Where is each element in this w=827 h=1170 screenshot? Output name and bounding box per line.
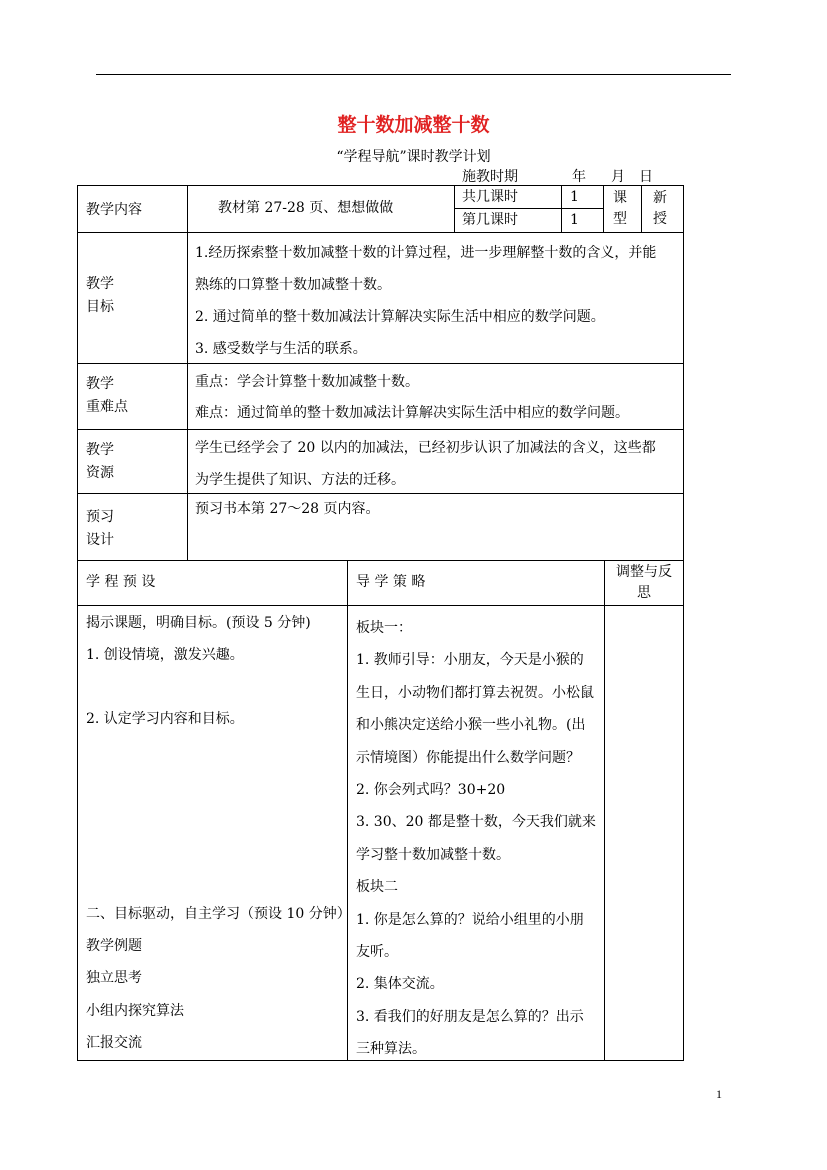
goal-3: 3. 感受数学与生活的联系。 (195, 341, 367, 357)
process-header-cell (78, 561, 348, 606)
resource-line-2: 为学生提供了知识、方法的迁移。 (195, 472, 405, 488)
type-label-cell (604, 186, 642, 233)
total-hours-value: 1 (570, 189, 579, 205)
strategy-cell (348, 606, 605, 1061)
process-item-3: 2. 认定学习内容和目标。 (86, 711, 244, 727)
goal-2: 2. 通过简单的整十数加减法计算解决实际生活中相应的数学问题。 (195, 309, 605, 325)
type-value-2: 授 (653, 211, 667, 227)
strategy-line-6: 2. 你会列式吗？30+20 (356, 782, 506, 799)
goal-1: 1.经历探索整十数加减整十数的计算过程，进一步理解整十数的含义，并能 (195, 245, 657, 261)
resource-label-2: 资源 (86, 465, 114, 481)
preview-label-2: 设计 (86, 532, 114, 548)
current-hour-label: 第几课时 (462, 212, 518, 228)
preview-text: 预习书本第 27～28 页内容。 (195, 501, 380, 517)
process-item-2: 1. 创设情境，激发兴趣。 (86, 647, 244, 663)
content-value-cell (188, 186, 455, 233)
current-hour-label-cell (455, 209, 562, 233)
goal-1-cont: 熟练的口算整十数加减整十数。 (195, 277, 391, 293)
month-label: 月 (611, 169, 625, 185)
strategy-line-1: 板块一： (356, 620, 412, 636)
strategy-line-11: 友听。 (356, 944, 398, 961)
strategy-line-14: 三种算法。 (356, 1041, 426, 1058)
process-item-6: 独立思考 (86, 970, 142, 986)
process-header: 学 程 预 设 (86, 574, 156, 590)
year-label: 年 (572, 169, 586, 185)
current-hour-value: 1 (570, 212, 579, 228)
process-item-5: 教学例题 (86, 938, 142, 954)
process-table (77, 560, 684, 1061)
preview-cell (188, 494, 684, 561)
process-item-7: 小组内探究算法 (86, 1003, 184, 1019)
page-number: 1 (716, 1087, 722, 1101)
goals-cell (188, 233, 684, 364)
strategy-line-8: 学习整十数加减整十数。 (356, 846, 510, 863)
date-label: 施教时期 (462, 169, 518, 185)
content-label: 教学内容 (86, 202, 142, 218)
key-label-1: 教学 (86, 376, 114, 392)
resources-cell (188, 430, 684, 494)
key-label-2: 重难点 (86, 399, 128, 415)
total-hours-value-cell (562, 186, 604, 209)
preview-label-cell (78, 494, 188, 561)
adjust-header-cell (605, 561, 684, 606)
goals-label-cell (78, 233, 188, 364)
adjust-cell (605, 606, 684, 1061)
strategy-line-3: 生日，小动物们都打算去祝贺。小松鼠 (356, 684, 594, 701)
type-label-2: 型 (613, 211, 627, 227)
strategy-line-2: 1. 教师引导：小朋友，今天是小猴的 (356, 652, 584, 669)
strategy-line-13: 3. 看我们的好朋友是怎么算的？出示 (356, 1008, 584, 1025)
difficult-point: 难点：通过简单的整十数加减法计算解决实际生活中相应的数学问题。 (195, 405, 629, 421)
process-item-4: 二、目标驱动，自主学习（预设 10 分钟） (86, 906, 351, 922)
day-label: 日 (639, 169, 653, 185)
strategy-header: 导 学 策 略 (356, 574, 426, 590)
strategy-line-5: 示情境图）你能提出什么数学问题？ (356, 749, 580, 766)
preview-label-1: 预习 (86, 509, 114, 525)
strategy-line-10: 1. 你是怎么算的？说给小组里的小朋 (356, 911, 584, 928)
lesson-info-table (77, 185, 684, 561)
content-label-cell (78, 186, 188, 233)
adjust-header-1: 调整与反 (616, 564, 672, 580)
process-cell (78, 606, 351, 1061)
total-hours-label-cell (455, 186, 562, 209)
resource-label-cell (78, 430, 188, 494)
strategy-line-7: 3. 30、20 都是整十数，今天我们就来 (356, 814, 596, 831)
strategy-header-cell (348, 561, 605, 606)
total-hours-label: 共几课时 (462, 189, 518, 205)
strategy-line-9: 板块二 (356, 879, 398, 896)
key-label-cell (78, 364, 188, 430)
process-item-1: 揭示课题，明确目标。(预设 5 分钟) (86, 615, 311, 631)
key-point: 重点：学会计算整十数加减整十数。 (195, 374, 419, 390)
header-rule (96, 74, 731, 75)
type-value-cell (642, 186, 684, 233)
strategy-line-4: 和小熊决定送给小猴一些小礼物。(出 (356, 717, 586, 734)
type-value-1: 新 (653, 190, 667, 206)
content-value: 教材第 27-28 页、想想做做 (218, 200, 394, 216)
key-points-cell (188, 364, 684, 430)
strategy-line-12: 2. 集体交流。 (356, 976, 444, 993)
current-hour-value-cell (562, 209, 604, 233)
goals-label-2: 目标 (86, 299, 114, 315)
process-item-8: 汇报交流 (86, 1035, 142, 1051)
adjust-header-2: 思 (637, 585, 651, 601)
resource-label-1: 教学 (86, 442, 114, 458)
goals-label-1: 教学 (86, 276, 114, 292)
page-title: 整十数加减整十数 (337, 114, 490, 136)
type-label-1: 课 (613, 190, 627, 206)
resource-line-1: 学生已经学会了 20 以内的加减法，已经初步认识了加减法的含义，这些都 (195, 440, 656, 456)
page-subtitle: “学程导航”课时教学计划 (336, 149, 491, 165)
